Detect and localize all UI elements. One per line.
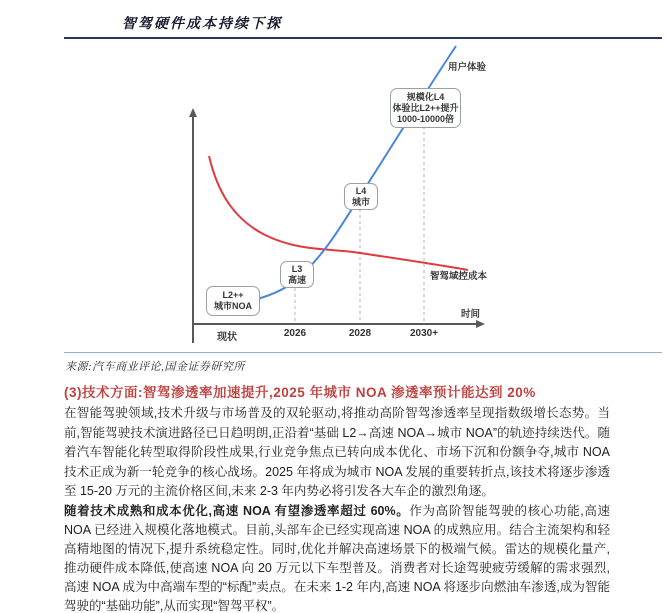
cost-curve-label: 智驾域控成本 (430, 271, 488, 282)
page-header-title: 智驾硬件成本持续下探 (122, 17, 282, 32)
y-axis-arrow (189, 108, 197, 117)
x-tick-2030: 2030+ (409, 328, 439, 339)
milestone-l4-city (344, 183, 378, 210)
user-experience-label: 用户体验 (448, 62, 487, 73)
x-tick-now: 现状 (217, 332, 237, 343)
x-axis-arrow (476, 320, 485, 328)
milestone-scale-l4-line1: 规模化L4 (406, 91, 445, 102)
x-tick-2028: 2028 (348, 328, 372, 339)
header-divider (64, 37, 662, 39)
milestone-l3-highway (280, 261, 314, 288)
paragraph-2-rest: 作为高阶智能驾驶的核心功能,高速 NOA 已经进入规模化落地模式。目前,头部车企已经实现高速 NOA 的成熟应用。结合主流架构和轻高精地图的情况下,提升系统稳定性。同时,优化并解决高速场景下的极端气候。雷达的规模化量产,推动硬件成本降低,使高速 NOA 向 20 万元以下车型普及。消费者对长途驾驶疲劳缓解的需求强烈,高速 NOA 成为中高端车型的“标配”卖点。在未来 1-2 年内,高速 NOA 将逐步向燃油车渗透,成为智能驾驶的“基础功能”,从而实现“智驾平权”。 (64, 504, 610, 613)
milestone-scale-l4-line2: 体验比L2++提升 (392, 102, 459, 113)
milestone-l3-line2: 高速 (287, 274, 306, 285)
figure-divider (64, 352, 662, 353)
body-paragraph-1: 在智能驾驶领域,技术升级与市场普及的双轮驱动,将推动高阶智驾渗透率呈现指数级增长态势。当前,智能驾驶技术演进路径已日趋明朗,正沿着“基础 L2→高速 NOA→城市 NOA”的轨迹持续迭代。随着汽车智能化转型取得阶段性成果,行业竞争焦点已转向成本优化、市场下沉和份额争夺,城市 NOA 技术正成为新一轮竞争的核心战场。2025 年将成为城市 NOA 发展的重要转折点,该技术将逐步渗透至 15-20 万元的主流价格区间,未来 2-3 年内势必将引发各大车企的激烈角逐。 (64, 406, 610, 498)
penetration-chart (60, 42, 660, 348)
milestone-scale-l4-line3: 1000-10000倍 (396, 113, 455, 124)
milestone-l2-city-noa (206, 286, 260, 316)
milestone-l3-line1: L3 (291, 263, 303, 274)
section-heading: (3)技术方面:智驾渗透率加速提升,2025 年城市 NOA 渗透率预计能达到 20% (64, 385, 536, 400)
milestone-l4-line2: 城市 (351, 196, 370, 207)
cost-curve (209, 156, 468, 270)
figure-source: 来源:汽车商业评论,国金证券研究所 (65, 361, 245, 373)
milestone-l2-line2: 城市NOA (214, 301, 252, 311)
milestone-scale-l4 (390, 88, 461, 128)
body-paragraph-2 (64, 502, 610, 613)
milestone-l2-line1: L2++ (222, 290, 244, 300)
paragraph-2-bold-lead: 随着技术成熟和成本优化,高速 NOA 有望渗透率超过 60%。 (64, 504, 410, 518)
time-axis-label: 时间 (461, 309, 481, 320)
x-tick-2026: 2026 (283, 328, 307, 339)
milestone-l4-line1: L4 (355, 185, 367, 196)
